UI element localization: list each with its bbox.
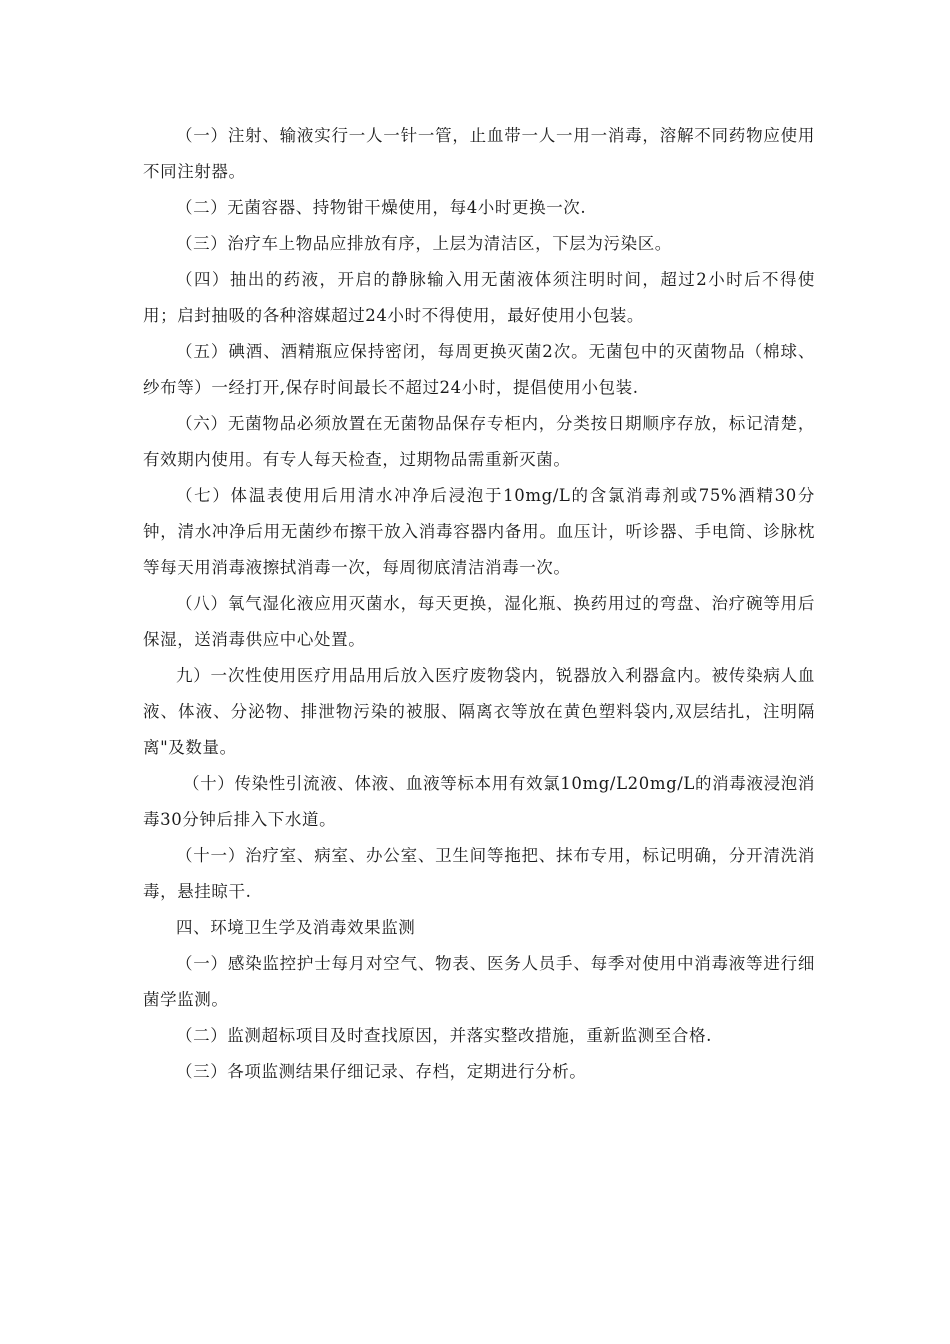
section-heading: 四、环境卫生学及消毒效果监测 [176, 918, 416, 937]
paragraph-8: （八）氧气湿化液应用灭菌水，每天更换，湿化瓶、换药用过的弯盘、治疗碗等用后保湿，送消毒供应中心处置。 [143, 594, 815, 649]
paragraph-6: （六）无菌物品必须放置在无菌物品保存专柜内，分类按日期顺序存放，标记清楚，有效期内使用。有专人每天检查，过期物品需重新灭菌。 [143, 414, 815, 469]
document-body [143, 118, 815, 1090]
paragraph-14: （三）各项监测结果仔细记录、存档，定期进行分析。 [176, 1062, 587, 1081]
paragraph-7: （七）体温表使用后用清水冲净后浸泡于10mg/L的含氯消毒剂或75%酒精30分钟，清水冲净后用无菌纱布擦干放入消毒容器内备用。血压计，听诊器、手电筒、诊脉枕等每天用消毒液擦拭消毒一次，每周彻底清洁消毒一次。 [143, 486, 815, 577]
paragraph-1: （一）注射、输液实行一人一针一管，止血带一人一用一消毒，溶解不同药物应使用不同注射器。 [143, 126, 815, 181]
paragraph-10: （十）传染性引流液、体液、血液等标本用有效氯10mg/L20mg/L的消毒液浸泡消毒30分钟后排入下水道。 [143, 774, 815, 829]
paragraph-4: （四）抽出的药液，开启的静脉输入用无菌液体须注明时间，超过2小时后不得使用；启封抽吸的各种溶媒超过24小时不得使用，最好使用小包装。 [143, 270, 815, 325]
paragraph-2: （二）无菌容器、持物钳干燥使用，每4小时更换一次. [176, 198, 587, 217]
paragraph-12: （一）感染监控护士每月对空气、物表、医务人员手、每季对使用中消毒液等进行细菌学监测。 [143, 954, 815, 1009]
paragraph-9: 九）一次性使用医疗用品用后放入医疗废物袋内，锐器放入利器盒内。被传染病人血液、体液、分泌物、排泄物污染的被服、隔离衣等放在黄色塑料袋内,双层结扎，注明隔离"及数量。 [143, 666, 815, 757]
paragraph-3: （三）治疗车上物品应排放有序，上层为清洁区，下层为污染区。 [176, 234, 672, 253]
paragraph-13: （二）监测超标项目及时查找原因，并落实整改措施，重新监测至合格. [176, 1026, 712, 1045]
paragraph-11: （十一）治疗室、病室、办公室、卫生间等拖把、抹布专用，标记明确，分开清洗消毒，悬挂晾干. [143, 846, 815, 901]
paragraph-5: （五）碘酒、酒精瓶应保持密闭，每周更换灭菌2次。无菌包中的灭菌物品（棉球、纱布等）一经打开,保存时间最长不超过24小时，提倡使用小包装. [143, 342, 815, 397]
